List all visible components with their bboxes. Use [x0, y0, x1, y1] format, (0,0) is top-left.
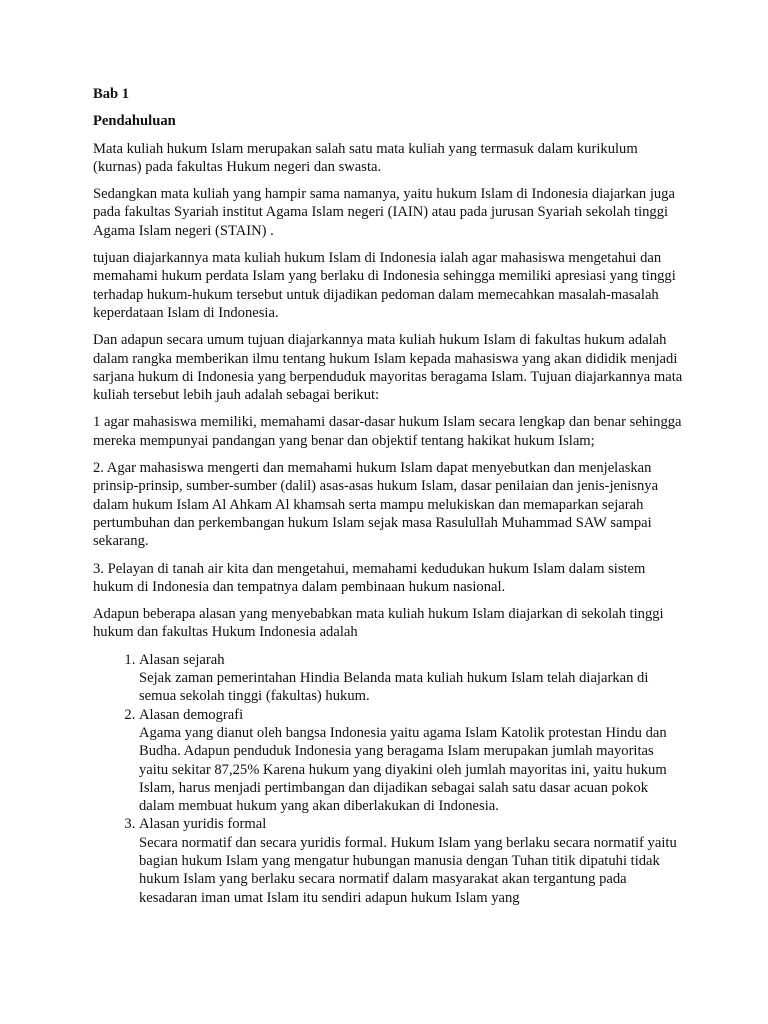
list-item-title: 3. Alasan yuridis formal — [139, 816, 267, 833]
list-item-body: Sejak zaman pemerintahan Hindia Belanda mata kuliah hukum Islam telah diajarkan di semua sekolah tinggi (fakultas) hukum. — [139, 670, 649, 705]
paragraph: Sedangkan mata kuliah yang hampir sama namanya, yaitu hukum Islam di Indonesia diajarkan juga pada fakultas Syariah institut Agama Islam negeri (IAIN) atau pada jurusan Syariah sekolah tinggi Agama Islam negeri (STAIN) . — [93, 186, 675, 239]
list-item-body: Agama yang dianut oleh bangsa Indonesia yaitu agama Islam Katolik protestan Hindu dan Budha. Adapun penduduk Indonesia yang beragama Islam merupakan jumlah mayoritas yaitu sekitar 87,25% Karena hukum yang diyakini oleh jumlah mayoritas ini, yaitu hukum Islam, harus menjadi pertimbangan dan dijadikan sebagai salah satu dasar acuan pokok dalam membuat hukum yang akan diberlakukan di Indonesia. — [139, 724, 667, 815]
paragraph: Dan adapun secara umum tujuan diajarkannya mata kuliah hukum Islam di fakultas hukum adalah dalam rangka memberikan ilmu tentang hukum Islam kepada mahasiswa yang akan dididik menjadi sarjana hukum di Indonesia yang berpenduduk mayoritas beragama Islam. Tujuan diajarkannya mata kuliah tersebut lebih jauh adalah sebagai berikut: — [93, 332, 683, 404]
paragraph: 2. Agar mahasiswa mengerti dan memahami hukum Islam dapat menyebutkan dan menjelaskan prinsip-prinsip, sumber-sumber (dalil) asas-asas hukum Islam, dasar penilaian dan jenis-jenisnya dalam hukum Islam Al Ahkam Al khamsah serta mampu melukiskan dan memaparkan sejarah pertumbuhan dan perkembangan hukum Islam sejak masa Rasulullah Muhammad SAW sampai sekarang. — [93, 460, 659, 550]
chapter-heading: Bab 1 — [93, 86, 130, 102]
list-item-body: Secara normatif dan secara yuridis formal. Hukum Islam yang berlaku secara normatif yaitu bagian hukum Islam yang mengatur hubungan manusia dengan Tuhan titik dipatuhi tidak hukum Islam yang berlaku secara normatif dalam masyarakat akan tergantung pada kesadaran iman umat Islam itu sendiri adapun hukum Islam yang — [139, 834, 677, 906]
paragraph: 1 agar mahasiswa memiliki, memahami dasar-dasar hukum Islam secara lengkap dan benar sehingga mereka mempunyai pandangan yang benar dan objektif tentang hakikat hukum Islam; — [93, 414, 682, 449]
paragraph: tujuan diajarkannya mata kuliah hukum Islam di Indonesia ialah agar mahasiswa mengetahui dan memahami hukum perdata Islam yang berlaku di Indonesia sehingga memiliki apresiasi yang tinggi terhadap hukum-hukum tersebut untuk dijadikan pedoman dalam memecahkan masalah-masalah keperdataan Islam di Indonesia. — [93, 250, 676, 321]
section-heading: Pendahuluan — [93, 113, 176, 130]
list-item — [139, 651, 685, 706]
list-item-title: 1. Alasan sejarah — [139, 651, 225, 668]
reasons-list — [93, 651, 685, 907]
document-page — [93, 85, 685, 907]
list-item-title: 2. Alasan demografi — [139, 706, 244, 723]
paragraph: Mata kuliah hukum Islam merupakan salah satu mata kuliah yang termasuk dalam kurikulum (kurnas) pada fakultas Hukum negeri dan swasta. — [93, 140, 638, 175]
paragraph: Adapun beberapa alasan yang menyebabkan mata kuliah hukum Islam diajarkan di sekolah tinggi hukum dan fakultas Hukum Indonesia adalah — [93, 606, 664, 641]
list-item — [139, 815, 685, 906]
list-item — [139, 706, 685, 816]
paragraph: 3. Pelayan di tanah air kita dan mengetahui, memahami kedudukan hukum Islam dalam sistem hukum di Indonesia dan tempatnya dalam pembinaan hukum nasional. — [93, 560, 646, 595]
